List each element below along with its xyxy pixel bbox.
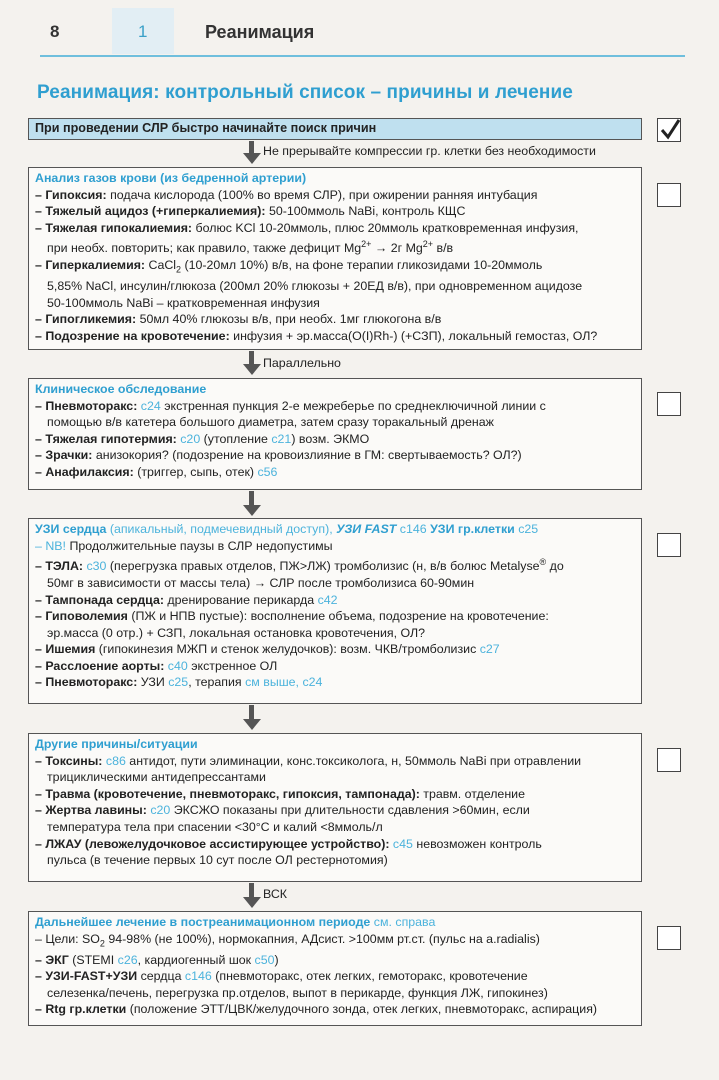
- list-item: температура тела при спасении <30°С и калий <8ммоль/л: [47, 819, 383, 834]
- list-item: – Анафилаксия: (триггер, сыпь, отек) с56: [35, 464, 278, 479]
- list-item: – Гиповолемия (ПЖ и НПВ пустые): восполнение объема, подозрение на кровотечение:: [35, 609, 549, 624]
- list-item: – Ишемия (гипокинезия МЖП и стенок желудочков): возм. ЧКВ/тромболизис с27: [35, 642, 500, 657]
- list-item: – ЛЖАУ (левожелудочковое ассистирующее устройство): с45 невозможен контроль: [35, 836, 542, 851]
- list-item: – Гипогликемия: 50мл 40% глюкозы в/в, при необх. 1мг глюкогона в/в: [35, 312, 442, 327]
- post-resuscitation-box: [28, 911, 642, 1026]
- list-item: – Rtg гр.клетки (положение ЭТТ/ЦВК/желудочного зонда, отек легких, пневмоторакс, аспирация): [35, 1002, 598, 1017]
- list-item: – Травма (кровотечение, пневмоторакс, гипоксия, тампонада): травм. отделение: [35, 786, 525, 801]
- list-item: – Гипоксия: подача кислорода (100% во время СЛР), при ожирении ранняя интубация: [35, 187, 538, 202]
- list-item: 5,85% NaCl, инсулин/глюкоза (200мл 20% глюкозы + 20ЕД в/в), при одновременном ацидозе: [47, 279, 583, 294]
- list-item: – Токсины: с86 антидот, пути элиминации, конс.токсиколога, н, 50ммоль NaBi при отравлении: [35, 753, 582, 768]
- checkmark-icon: [659, 117, 681, 141]
- list-item: 50мг в зависимости от массы тела) → СЛР после тромболизиса 60-90мин: [47, 575, 475, 590]
- list-item: – Тяжелая гипокалиемия: болюс KCl 10-20ммоль, плюс 20ммоль кратковременная инфузия,: [35, 220, 579, 235]
- connector-label: ВСК: [263, 887, 288, 901]
- connector-label: Не прерывайте компрессии гр. клетки без необходимости: [263, 144, 596, 158]
- chapter-title: Реанимация: [205, 22, 315, 42]
- list-item: пульса (в течение первых 10 сут после ОЛ рестернотомия): [47, 853, 388, 868]
- section-title: Реанимация: контрольный список – причины и лечение: [37, 82, 573, 103]
- list-item: при необх. повторить; как правило, также дефицит $Mg^{2+} \to 2г$ $Mg^{2+}$ в/в: [47, 239, 454, 256]
- list-item: – Расслоение аорты: с40 экстренное ОЛ: [35, 658, 278, 673]
- ultrasound-checkbox[interactable]: [657, 533, 681, 557]
- box-title: Другие причины/ситуации: [35, 737, 198, 751]
- connector-label: Параллельно: [263, 356, 341, 370]
- box-title: Дальнейшее лечение в постреанимационном периоде см. справа: [35, 915, 436, 929]
- header-divider: [40, 55, 685, 57]
- list-item: – Тампонада сердца: дренирование перикарда с42: [35, 592, 338, 607]
- start-box: При проведении СЛР быстро начинайте поиск причин: [28, 118, 642, 140]
- other-causes-checkbox[interactable]: [657, 748, 681, 772]
- list-item: – Жертва лавины: с20 ЭКСЖО показаны при длительности сдавления >60мин, если: [35, 803, 530, 818]
- list-item: – Цели: $SO_2$ 94-98% (не 100%), нормокапния, АДсист. >100мм рт.ст. (пульс на a.radialis): [35, 931, 540, 949]
- list-item: – ТЭЛА: с30 (перегрузка правых отделов, ПЖ>ЛЖ) тромболизис (н, в/в болюс Metalyse® до: [35, 557, 564, 574]
- list-item: селезенка/печень, перегрузка пр.отделов, выпот в перикарде, функция ЛЖ, гипокинез): [47, 985, 548, 1000]
- ultrasound-box: [28, 518, 642, 704]
- list-item: – УЗИ-FAST+УЗИ сердца с146 (пневмоторакс, отек легких, гемоторакс, кровотечение: [35, 969, 528, 984]
- list-item: – Зрачки: анизокория? (подозрение на кровоизлияние в ГМ: свертываемость? ОЛ?): [35, 448, 522, 463]
- list-item: – Гиперкалиемия: CaCl$_2$ (10-20мл 10%) в/в, на фоне терапии гликозидами 10-20ммоль: [35, 258, 543, 275]
- list-item: – Тяжелая гипотермия: с20 (утопление с21) возм. ЭКМО: [35, 431, 370, 446]
- list-item: – Пневмоторакс: УЗИ с25, терапия см выше, с24: [35, 675, 323, 690]
- page-header: [0, 0, 719, 60]
- start-checkbox[interactable]: [657, 118, 681, 142]
- box-title: Клиническое обследование: [35, 382, 207, 396]
- clinical-exam-box: [28, 378, 642, 490]
- blood-gas-box: [28, 167, 642, 350]
- blood-gas-checkbox[interactable]: [657, 183, 681, 207]
- list-item: – ЭКГ (STEMI с26, кардиогенный шок с50): [35, 952, 279, 967]
- page-number: 8: [50, 22, 60, 41]
- chapter-number: 1: [138, 22, 148, 41]
- box-title: Анализ газов крови (из бедренной артерии): [35, 171, 307, 185]
- list-item: трициклическими антидепрессантами: [47, 770, 266, 785]
- clinical-exam-checkbox[interactable]: [657, 392, 681, 416]
- list-item: помощью в/в катетера большого диаметра, затем сразу торакальный дренаж: [47, 415, 494, 430]
- other-causes-box: [28, 733, 642, 882]
- list-item: – Подозрение на кровотечение: инфузия + эр.масса(O(I)Rh-) (+СЗП), локальный гемостаз, ОЛ?: [35, 328, 598, 343]
- list-item: 50-100ммоль NaBi – кратковременная инфузия: [47, 295, 320, 310]
- list-item: – Тяжелый ацидоз (+гиперкалиемия): 50-100ммоль NaBi, контроль КЩС: [35, 204, 466, 219]
- list-item: эр.масса (0 отр.) + СЗП, локальная остановка кровотечения, ОЛ?: [47, 625, 425, 640]
- list-item: – NB! Продолжительные паузы в СЛР недопустимы: [35, 538, 333, 553]
- post-resuscitation-checkbox[interactable]: [657, 926, 681, 950]
- box-title: УЗИ сердца (апикальный, подмечевидный доступ), УЗИ FAST с146 УЗИ гр.клетки с25: [35, 522, 539, 536]
- list-item: – Пневмоторакс: с24 экстренная пункция 2-е межреберье по среднеключичной линии с: [35, 398, 546, 413]
